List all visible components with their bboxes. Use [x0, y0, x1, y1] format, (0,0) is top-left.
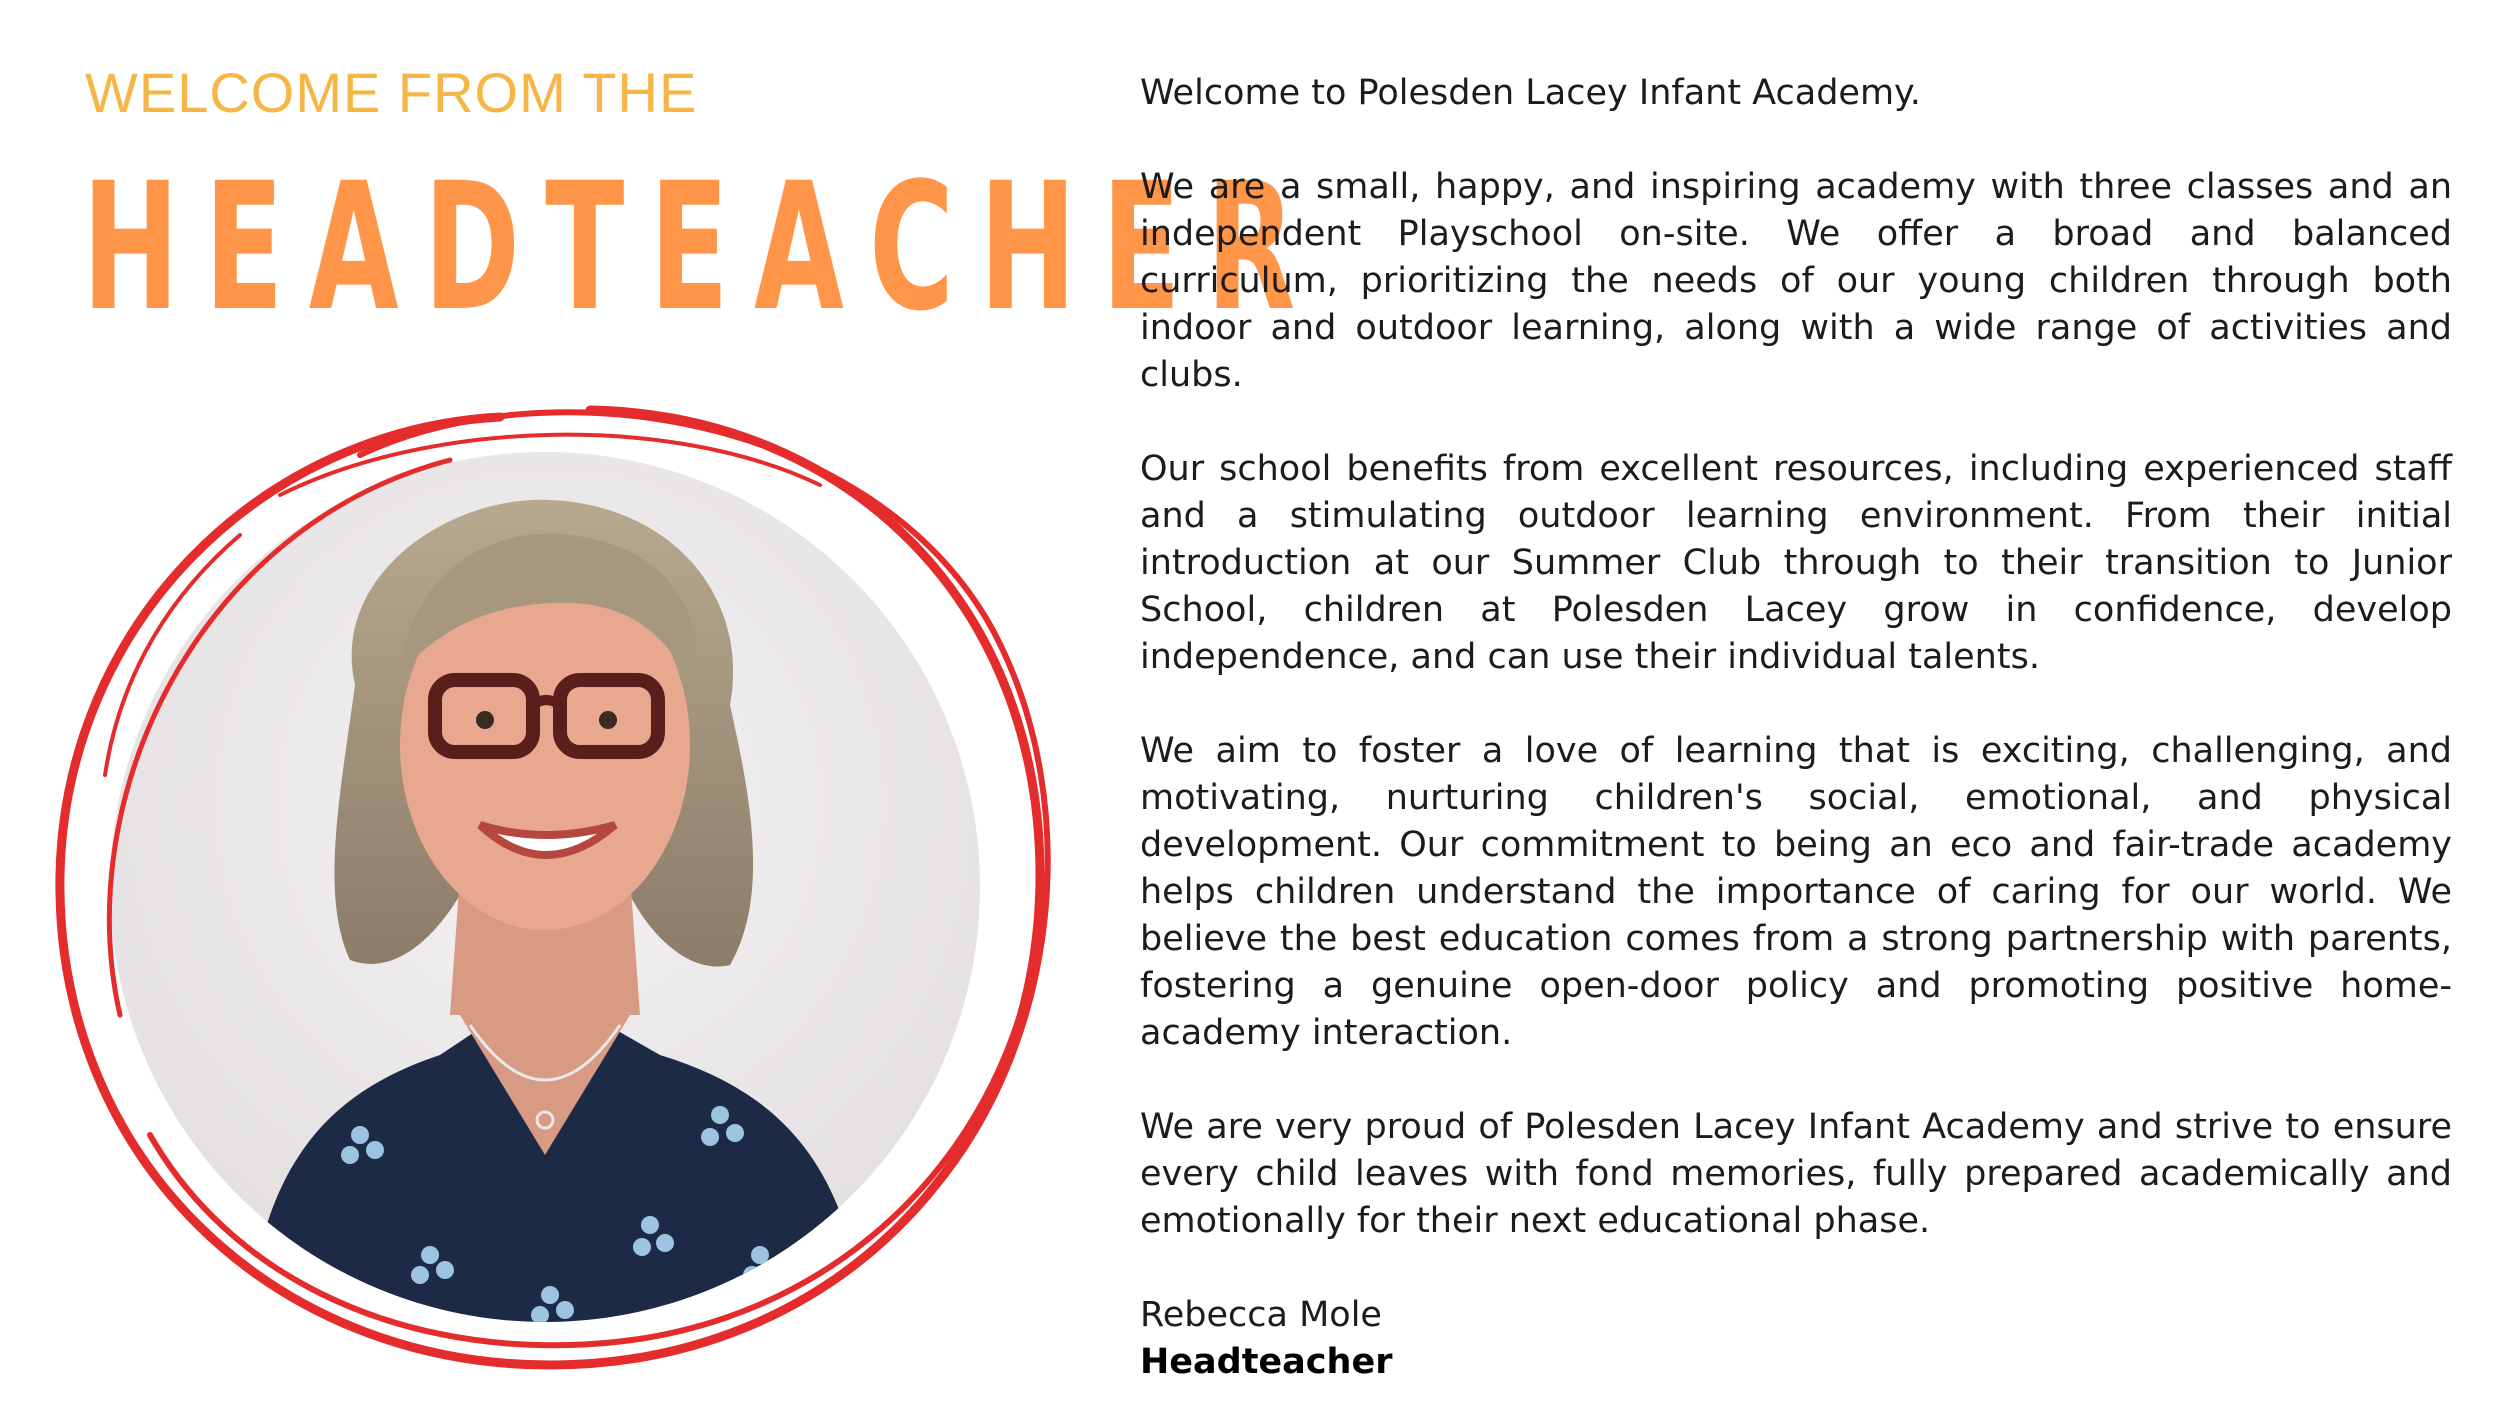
headteacher-portrait [30, 375, 1080, 1385]
heading-kicker: WELCOME FROM THE [85, 61, 698, 124]
letter-paragraph: We are very proud of Polesden Lacey Infant Academy and strive to ensure every child leaves with fond memories, fully prepared academically and emotionally for their next educational phase. [1140, 1107, 2452, 1241]
signature-name: Rebecca Mole [1140, 1295, 1382, 1335]
letter-paragraph: We aim to foster a love of learning that is exciting, challenging, and motivating, nurturing children's social, emotional, and physical development. Our commitment to being an eco and fair-trade academy helps children understand the importance of caring for our world. We believe the best education comes from a strong partnership with parents, fostering a genuine open-door policy and promoting positive home-academy interaction. [1140, 731, 2452, 1053]
portrait-frame [30, 375, 1080, 1385]
signature-role: Headteacher [1140, 1342, 1393, 1382]
letter-paragraph-intro: Welcome to Polesden Lacey Infant Academy. [1140, 73, 1921, 113]
letter-paragraph: We are a small, happy, and inspiring academy with three classes and an independent Playschool on-site. We offer a broad and balanced curriculum, prioritizing the needs of our young children through both indoor and outdoor learning, along with a wide range of activities and clubs. [1140, 167, 2452, 395]
letter-paragraph: Our school benefits from excellent resources, including experienced staff and a stimulating outdoor learning environment. From their initial introduction at our Summer Club through to their transition to Junior School, children at Polesden Lacey grow in confidence, develop independence, and can use their individual talents. [1140, 449, 2452, 677]
welcome-letter [1140, 70, 2452, 1386]
page-title: HEADTEACHER [82, 145, 1321, 350]
